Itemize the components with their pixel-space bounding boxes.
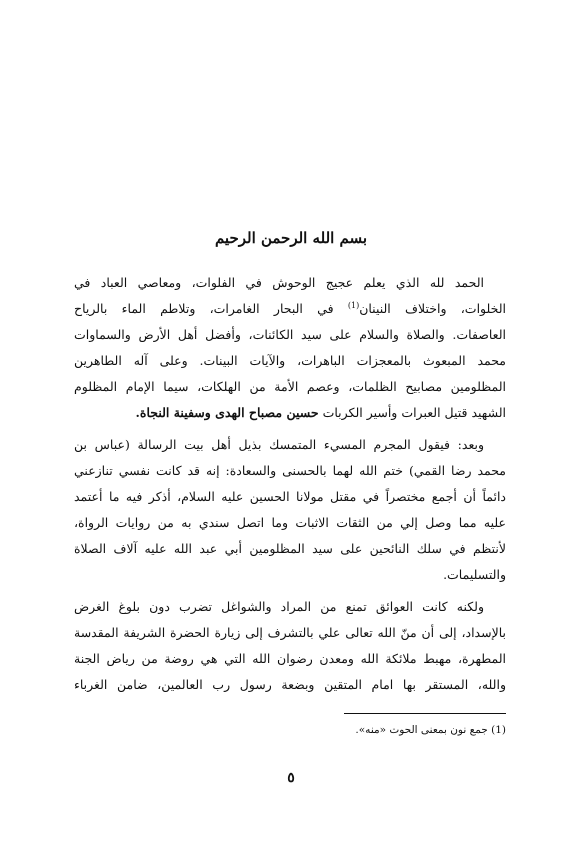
text-line: محمد المبعوث بالمعجزات الباهرات، والآيات البينات. وعلى آله الطاهرين [74, 353, 506, 368]
text-line: محمد رضا القمي) ختم الله لهما بالحسنى والسعادة: إنه قد كانت نفسي تنازعني [74, 463, 506, 478]
text-line: المطهرة، مهبط ملائكة الله ومعدن رضوان الله التي هي روضة من رياض الجنة [74, 651, 506, 666]
footnote-marker: (1) [347, 300, 360, 310]
paragraph-1 [74, 270, 506, 426]
text-line: لأنتظم في سلك النائحين على سيد المظلومين أبي عبد الله عليه آلاف الصلاة [74, 541, 506, 556]
text-segment: الشهيد قتيل العبرات وأسير الكربات [318, 405, 506, 420]
paragraph-3 [74, 594, 506, 698]
page-number: ٥ [287, 770, 295, 786]
text-line [74, 400, 506, 426]
text-line: دائماً أن أجمع مختصراً في مقتل مولانا الحسين عليه السلام، أذكر فيه ما أعتمد [74, 489, 506, 504]
text-line: والتسليمات. [443, 567, 506, 582]
main-text [74, 270, 506, 698]
text-line: والله، المستقر بها امام المتقين وبضعة رسول رب العالمين، ضامن الغرباء [74, 677, 506, 692]
footnote-divider [344, 713, 506, 714]
text-segment: في البحار الغامرات، وتلاطم الماء بالرياح [74, 301, 334, 316]
text-line: الحمد لله الذي يعلم عجيج الوحوش في الفلوات، ومعاصي العباد في [74, 275, 484, 290]
text-line: ولكنه كانت العوائق تمنع من المراد والشواغل تضرب دون بلوغ الغرض [74, 599, 484, 614]
text-line [74, 296, 506, 322]
text-line: بالإسداد، إلى أن منّ الله تعالى علي بالتشرف إلى زيارة الحضرة الشريفة المقدسة [74, 625, 506, 640]
paragraph-2 [74, 432, 506, 588]
basmala-heading: بسم الله الرحمن الرحيم [214, 229, 368, 247]
text-line: وبعد: فيقول المجرم المسيء المتمسك بذيل أهل بيت الرسالة (عباس بن [74, 437, 484, 452]
footnote: (1) جمع نون بمعنى الحوت «منه». [355, 724, 506, 736]
text-line: المظلومين مصابيح الظلمات، وعصم الأمة من الهلكات، سيما الإمام المظلوم [74, 379, 506, 394]
text-line: عليه مما وصل إلي من الثقات الاثبات وما اتصل سندي به من روايات الرواة، [74, 515, 506, 530]
text-line: العاصفات. والصلاة والسلام على سيد الكائنات، وأفضل أهل الأرض والسماوات [74, 327, 506, 342]
text-segment: الخلوات، واختلاف النينان [359, 301, 506, 316]
bold-name: حسين مصباح الهدى وسفينة النجاة. [135, 405, 319, 420]
